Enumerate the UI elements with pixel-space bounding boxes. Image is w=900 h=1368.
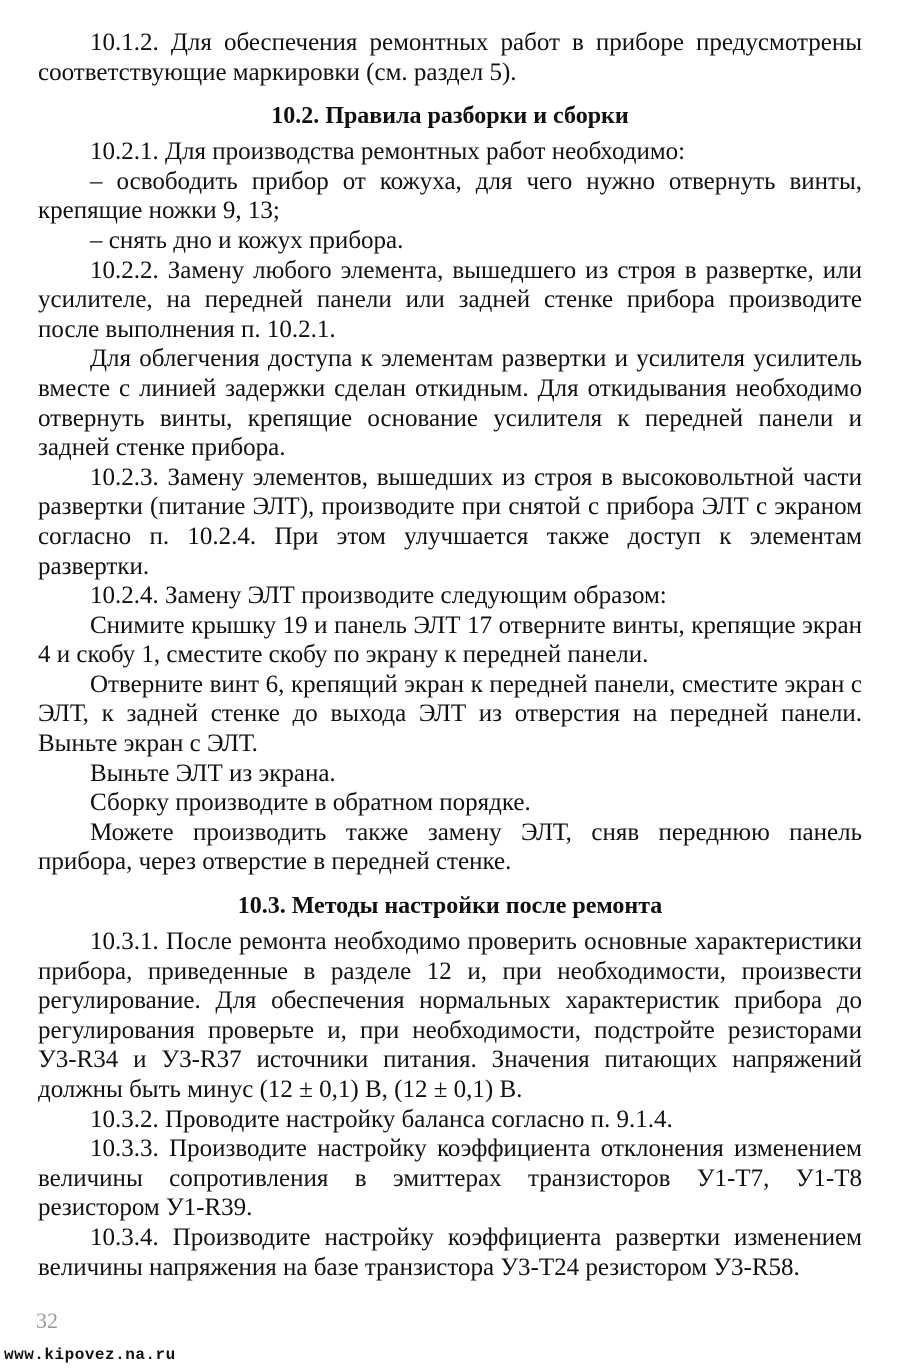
- paragraph-remove-lid: Снимите крышку 19 и панель ЭЛТ 17 отверните винты, крепящие экран 4 и скобу 1, сместите скобу по экрану к передней панели.: [38, 611, 862, 669]
- paragraph-10-2-4: 10.2.4. Замену ЭЛТ производите следующим образом:: [90, 582, 667, 610]
- paragraph-alt-replacement: Можете производить также замену ЭЛТ, сняв переднюю панель прибора, через отверстие в передней стенке.: [38, 818, 862, 876]
- paragraph-unscrew-screw: Отверните винт 6, крепящий экран к передней панели, сместите экран с ЭЛТ, к задней стенке до выхода ЭЛТ из отверстия на передней панели. Выньте экран с ЭЛТ.: [38, 670, 862, 758]
- paragraph-10-3-1: 10.3.1. После ремонта необходимо проверить основные характеристики прибора, приведенные в разделе 12 и, при необходимости, произвести регулирование. Для обеспечения нормальных характеристик прибора до регулирования проверьте и, при необходимости, подстройте резисторами У3-R34 и У3-R37 источники питания. Значения питающих напряжений должны быть минус (12 ± 0,1) В, (12 ± 0,1) В.: [38, 928, 862, 1103]
- list-item-remove-bottom: – снять дно и кожух прибора.: [90, 226, 404, 254]
- page-number: 32: [36, 1308, 58, 1333]
- paragraph-10-3-3: 10.3.3. Производите настройку коэффициента отклонения изменением величины сопротивления в эмиттерах транзисторов У1-Т7, У1-Т8 резистором У1-R39.: [38, 1135, 862, 1222]
- paragraph-10-2-3: 10.2.3. Замену элементов, вышедших из строя в высоковольтной части развертки (питание ЭЛТ), производите при снятой с прибора ЭЛТ с экраном согласно п. 10.2.4. При этом улучшается также доступ к элементам развертки.: [38, 463, 862, 580]
- list-item-remove-cover: – освободить прибор от кожуха, для чего нужно отвернуть винты, крепящие ножки 9, 13;: [38, 167, 862, 225]
- section-heading-10-2: 10.2. Правила разборки и сборки: [271, 103, 629, 130]
- paragraph-assembly: Сборку производите в обратном порядке.: [90, 789, 531, 817]
- paragraph-remove-crt: Выньте ЭЛТ из экрана.: [90, 759, 336, 787]
- section-heading-10-3: 10.3. Методы настройки после ремонта: [237, 893, 663, 920]
- paragraph-10-3-2: 10.3.2. Проводите настройку баланса согласно п. 9.1.4.: [90, 1105, 673, 1133]
- footer-url: www.kipovez.na.ru: [4, 1346, 176, 1364]
- paragraph-10-2-2: 10.2.2. Замену любого элемента, вышедшего из строя в развертке, или усилителе, на передней панели или задней стенке прибора производите после выполнения п. 10.2.1.: [38, 256, 862, 343]
- paragraph-10-2-1: 10.2.1. Для производства ремонтных работ необходимо:: [90, 138, 686, 166]
- paragraph-10-1-2: 10.1.2. Для обеспечения ремонтных работ в приборе предусмотрены соответствующие маркировки (см. раздел 5).: [38, 29, 862, 86]
- paragraph-10-3-4: 10.3.4. Производите настройку коэффициента развертки изменением величины напряжения на базе транзистора У3-Т24 резистором У3-R58.: [38, 1223, 862, 1281]
- document-page: [38, 28, 862, 1282]
- paragraph-access: Для облегчения доступа к элементам развертки и усилителя усилитель вместе с линией задержки сделан откидным. Для откидывания необходимо отвернуть винты, крепящие основание усилителя к передней панели и задней стенке прибора.: [38, 345, 862, 462]
